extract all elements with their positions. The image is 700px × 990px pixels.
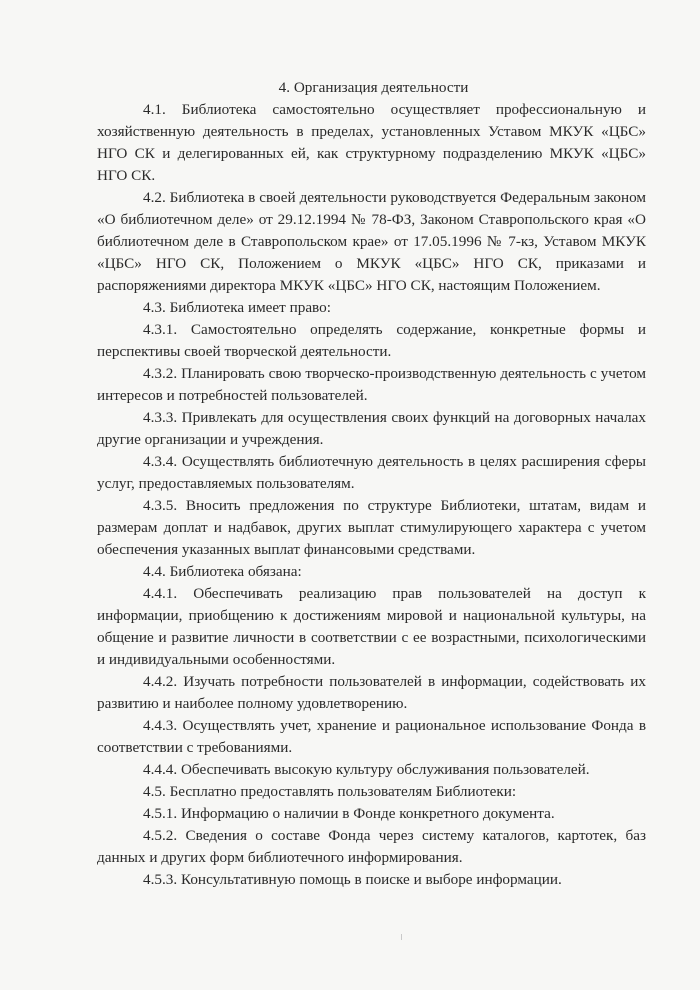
paragraph-4-3-4: 4.3.4. Осуществлять библиотечную деятельность в целях расширения сферы услуг, предоставляемых пользователям. — [97, 453, 646, 492]
section-heading: 4. Организация деятельности — [278, 79, 469, 96]
paragraph-4-2: 4.2. Библиотека в своей деятельности руководствуется Федеральным законом «О библиотечном деле» от 29.12.1994 № 78-ФЗ, Законом Ставропольского края «О библиотечном деле в Ставропольском крае» от 17.05.1996 № 7-кз, Уставом МКУК «ЦБС» НГО СК, Положением о МКУК «ЦБС» НГО СК, приказами и распоряжениями директора МКУК «ЦБС» НГО СК, настоящим Положением. — [97, 189, 646, 294]
paragraph-4-5-2: 4.5.2. Сведения о составе Фонда через систему каталогов, картотек, баз данных и других форм библиотечного информирования. — [97, 827, 646, 866]
scan-speck — [401, 934, 402, 940]
paragraph-4-1: 4.1. Библиотека самостоятельно осуществляет профессиональную и хозяйственную деятельность в пределах, установленных Уставом МКУК «ЦБС» НГО СК и делегированных ей, как структурному подразделению МКУК «ЦБС» НГО СК. — [97, 101, 646, 184]
paragraph-4-5: 4.5. Бесплатно предоставлять пользователям Библиотеки: — [143, 783, 517, 800]
paragraph-4-5-1: 4.5.1. Информацию о наличии в Фонде конкретного документа. — [143, 805, 555, 822]
document-body — [97, 77, 646, 891]
paragraph-4-3-3: 4.3.3. Привлекать для осуществления своих функций на договорных началах другие организации и учреждения. — [97, 409, 646, 448]
paragraph-4-4-2: 4.4.2. Изучать потребности пользователей в информации, содействовать их развитию и наиболее полному удовлетворению. — [97, 673, 646, 712]
paragraph-4-3-1: 4.3.1. Самостоятельно определять содержание, конкретные формы и перспективы своей творческой деятельности. — [97, 321, 646, 360]
paragraph-4-4: 4.4. Библиотека обязана: — [143, 563, 302, 580]
paragraph-4-4-1: 4.4.1. Обеспечивать реализацию прав пользователей на доступ к информации, приобщению к достижениям мировой и национальной культуры, на общение и развитие личности в соответствии с ее возрастными, психологическими и индивидуальными особенностями. — [97, 585, 646, 668]
paragraph-4-3: 4.3. Библиотека имеет право: — [143, 299, 331, 316]
paragraph-4-3-2: 4.3.2. Планировать свою творческо-производственную деятельность с учетом интересов и потребностей пользователей. — [97, 365, 646, 404]
paragraph-4-4-4: 4.4.4. Обеспечивать высокую культуру обслуживания пользователей. — [143, 761, 590, 778]
paragraph-4-3-5: 4.3.5. Вносить предложения по структуре Библиотеки, штатам, видам и размерам доплат и надбавок, других выплат стимулирующего характера с учетом обеспечения указанных выплат финансовыми средствами. — [97, 497, 646, 558]
paragraph-4-5-3: 4.5.3. Консультативную помощь в поиске и выборе информации. — [143, 871, 562, 888]
paragraph-4-4-3: 4.4.3. Осуществлять учет, хранение и рациональное использование Фонда в соответствии с требованиями. — [97, 717, 646, 756]
